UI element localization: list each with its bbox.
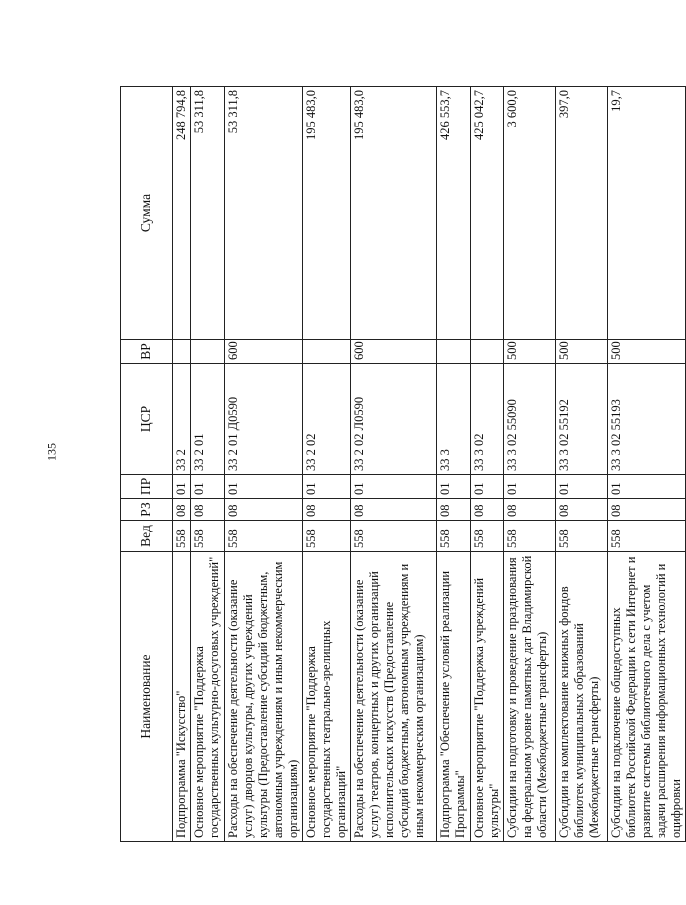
cell-csr: 33 3 02	[471, 364, 504, 475]
cell-vr	[471, 340, 504, 364]
cell-pr: 01	[504, 475, 556, 499]
cell-csr: 33 2 02 Л0590	[351, 364, 437, 475]
cell-sum: 19,7	[608, 87, 686, 340]
cell-rz: 08	[225, 499, 303, 521]
table-row	[556, 87, 608, 842]
cell-pr: 01	[225, 475, 303, 499]
cell-name: Расходы на обеспечение деятельности (оказание услуг) дворцов культуры, других учреждений культуры (Предоставление субсидий бюджетным, автономным учреждениям и иным некоммерческим организациям)	[225, 552, 303, 842]
cell-rz: 08	[608, 499, 686, 521]
header-sum: Сумма	[121, 87, 173, 340]
cell-name: Субсидии на комплектование книжных фондов библиотек муниципальных образований (Межбюджетные трансферты)	[556, 552, 608, 842]
header-rz: РЗ	[121, 499, 173, 521]
cell-pr: 01	[556, 475, 608, 499]
cell-sum: 53 311,8	[225, 87, 303, 340]
header-name: Наименование	[121, 552, 173, 842]
cell-ved: 558	[225, 521, 303, 552]
cell-rz: 08	[173, 499, 191, 521]
cell-pr: 01	[351, 475, 437, 499]
cell-vr	[191, 340, 225, 364]
header-csr: ЦСР	[121, 364, 173, 475]
cell-ved: 558	[173, 521, 191, 552]
cell-name: Подпрограмма "Искусство"	[173, 552, 191, 842]
cell-ved: 558	[437, 521, 471, 552]
cell-vr	[437, 340, 471, 364]
cell-vr: 600	[225, 340, 303, 364]
table-header-row	[121, 87, 173, 842]
cell-pr: 01	[608, 475, 686, 499]
cell-name: Основное мероприятие "Поддержка государственных культурно-досуговых учреждений"	[191, 552, 225, 842]
cell-ved: 558	[471, 521, 504, 552]
header-vr: ВР	[121, 340, 173, 364]
cell-sum: 397,0	[556, 87, 608, 340]
cell-pr: 01	[173, 475, 191, 499]
cell-sum: 195 483,0	[303, 87, 351, 340]
cell-sum: 195 483,0	[351, 87, 437, 340]
cell-sum: 425 042,7	[471, 87, 504, 340]
cell-pr: 01	[437, 475, 471, 499]
cell-ved: 558	[608, 521, 686, 552]
table-row	[191, 87, 225, 842]
cell-ved: 558	[351, 521, 437, 552]
budget-table	[120, 86, 686, 842]
header-ved: Вед	[121, 521, 173, 552]
cell-rz: 08	[504, 499, 556, 521]
cell-vr	[173, 340, 191, 364]
cell-ved: 558	[191, 521, 225, 552]
cell-name: Основное мероприятие "Поддержка учреждений культуры"	[471, 552, 504, 842]
cell-name: Расходы на обеспечение деятельности (оказание услуг) театров, концертных и других организаций исполнительских искусств (Предоставление субсидий бюджетным, автономным учреждениям и иным некоммерческим организациям)	[351, 552, 437, 842]
table-row	[608, 87, 686, 842]
table-row	[351, 87, 437, 842]
table-row	[173, 87, 191, 842]
cell-vr	[303, 340, 351, 364]
cell-ved: 558	[556, 521, 608, 552]
cell-vr: 500	[556, 340, 608, 364]
table-row	[504, 87, 556, 842]
cell-rz: 08	[303, 499, 351, 521]
cell-pr: 01	[471, 475, 504, 499]
cell-ved: 558	[303, 521, 351, 552]
cell-name: Подпрограмма "Обеспечение условий реализации Программы"	[437, 552, 471, 842]
cell-rz: 08	[437, 499, 471, 521]
cell-rz: 08	[556, 499, 608, 521]
cell-csr: 33 3	[437, 364, 471, 475]
cell-vr: 500	[504, 340, 556, 364]
cell-pr: 01	[191, 475, 225, 499]
table-row	[471, 87, 504, 842]
cell-pr: 01	[303, 475, 351, 499]
cell-csr: 33 2 01 Д0590	[225, 364, 303, 475]
cell-csr: 33 2 01	[191, 364, 225, 475]
cell-name: Субсидии на подготовку и проведение празднования на федеральном уровне памятных дат Владимирской области (Межбюджетные трансферты)	[504, 552, 556, 842]
cell-csr: 33 3 02 55193	[608, 364, 686, 475]
page-number: 135	[44, 443, 59, 461]
cell-ved: 558	[504, 521, 556, 552]
cell-rz: 08	[191, 499, 225, 521]
cell-csr: 33 3 02 55192	[556, 364, 608, 475]
cell-csr: 33 3 02 55090	[504, 364, 556, 475]
cell-rz: 08	[351, 499, 437, 521]
header-pr: ПР	[121, 475, 173, 499]
cell-csr: 33 2	[173, 364, 191, 475]
cell-sum: 3 600,0	[504, 87, 556, 340]
cell-rz: 08	[471, 499, 504, 521]
table-row	[437, 87, 471, 842]
table-row	[225, 87, 303, 842]
cell-name: Субсидии на подключение общедоступных библиотек Российской Федерации к сети Интернет и развитие системы библиотечного дела с учетом задачи расширения информационных технологий и оцифровки	[608, 552, 686, 842]
cell-csr: 33 2 02	[303, 364, 351, 475]
cell-name: Основное мероприятие "Поддержка государственных театрально-зрелищных организаций"	[303, 552, 351, 842]
table-row	[303, 87, 351, 842]
cell-sum: 53 311,8	[191, 87, 225, 340]
budget-table-container	[120, 87, 683, 842]
cell-sum: 248 794,8	[173, 87, 191, 340]
cell-vr: 600	[351, 340, 437, 364]
cell-sum: 426 553,7	[437, 87, 471, 340]
cell-vr: 500	[608, 340, 686, 364]
